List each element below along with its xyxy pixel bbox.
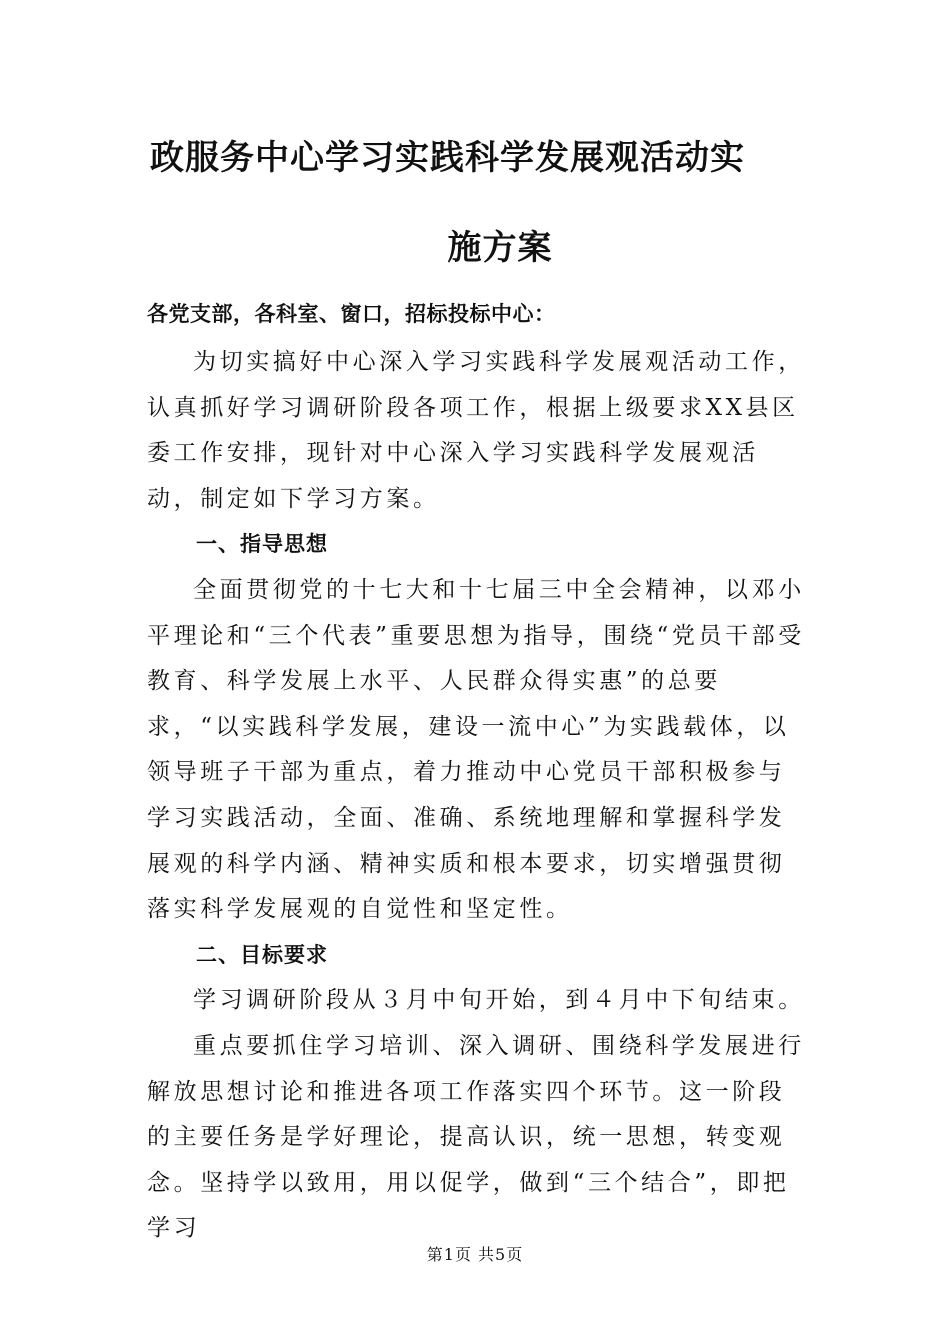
document-title-line-1: 政服务中心学习实践科学发展观活动实 [150,138,745,178]
section-2-paragraph-2: 重点要抓住学习培训、深入调研、围绕科学发展进行解放思想讨论和推进各项工作落实四个环节。这一阶段的主要任务是学好理论，提高认识，统一思想，转变观念。坚持学以致用，用以促学，做到“三个结合”，即把学习 [147,1032,805,1242]
salutation: 各党支部，各科室、窗口，招标投标中心： [147,301,556,326]
document-title-line-2: 施方案 [447,228,553,268]
page-footer: 第1页 共5页 [426,1245,524,1264]
document-body [147,340,807,1252]
intro-paragraph: 为切实搞好中心深入学习实践科学发展观活动工作，认真抓好学习调研阶段各项工作，根据上级要求XX县区委工作安排，现针对中心深入学习实践科学发展观活动，制定如下学习方案。 [147,349,805,512]
section-1-paragraph: 全面贯彻党的十七大和十七届三中全会精神，以邓小平理论和“三个代表”重要思想为指导，围绕“党员干部受教育、科学发展上水平、人民群众得实惠”的总要求，“以实践科学发展，建设一流中心”为实践载体，以领导班子干部为重点，着力推动中心党员干部积极参与学习实践活动，全面、准确、系统地理解和掌握科学发展观的科学内涵、精神实质和根本要求，切实增强贯彻落实科学发展观的自觉性和坚定性。 [147,576,805,923]
section-heading-2: 二、目标要求 [196,942,328,967]
section-2-paragraph-1: 学习调研阶段从３月中旬开始，到４月中下旬结束。 [193,987,805,1014]
section-heading-1: 一、指导思想 [196,532,328,557]
